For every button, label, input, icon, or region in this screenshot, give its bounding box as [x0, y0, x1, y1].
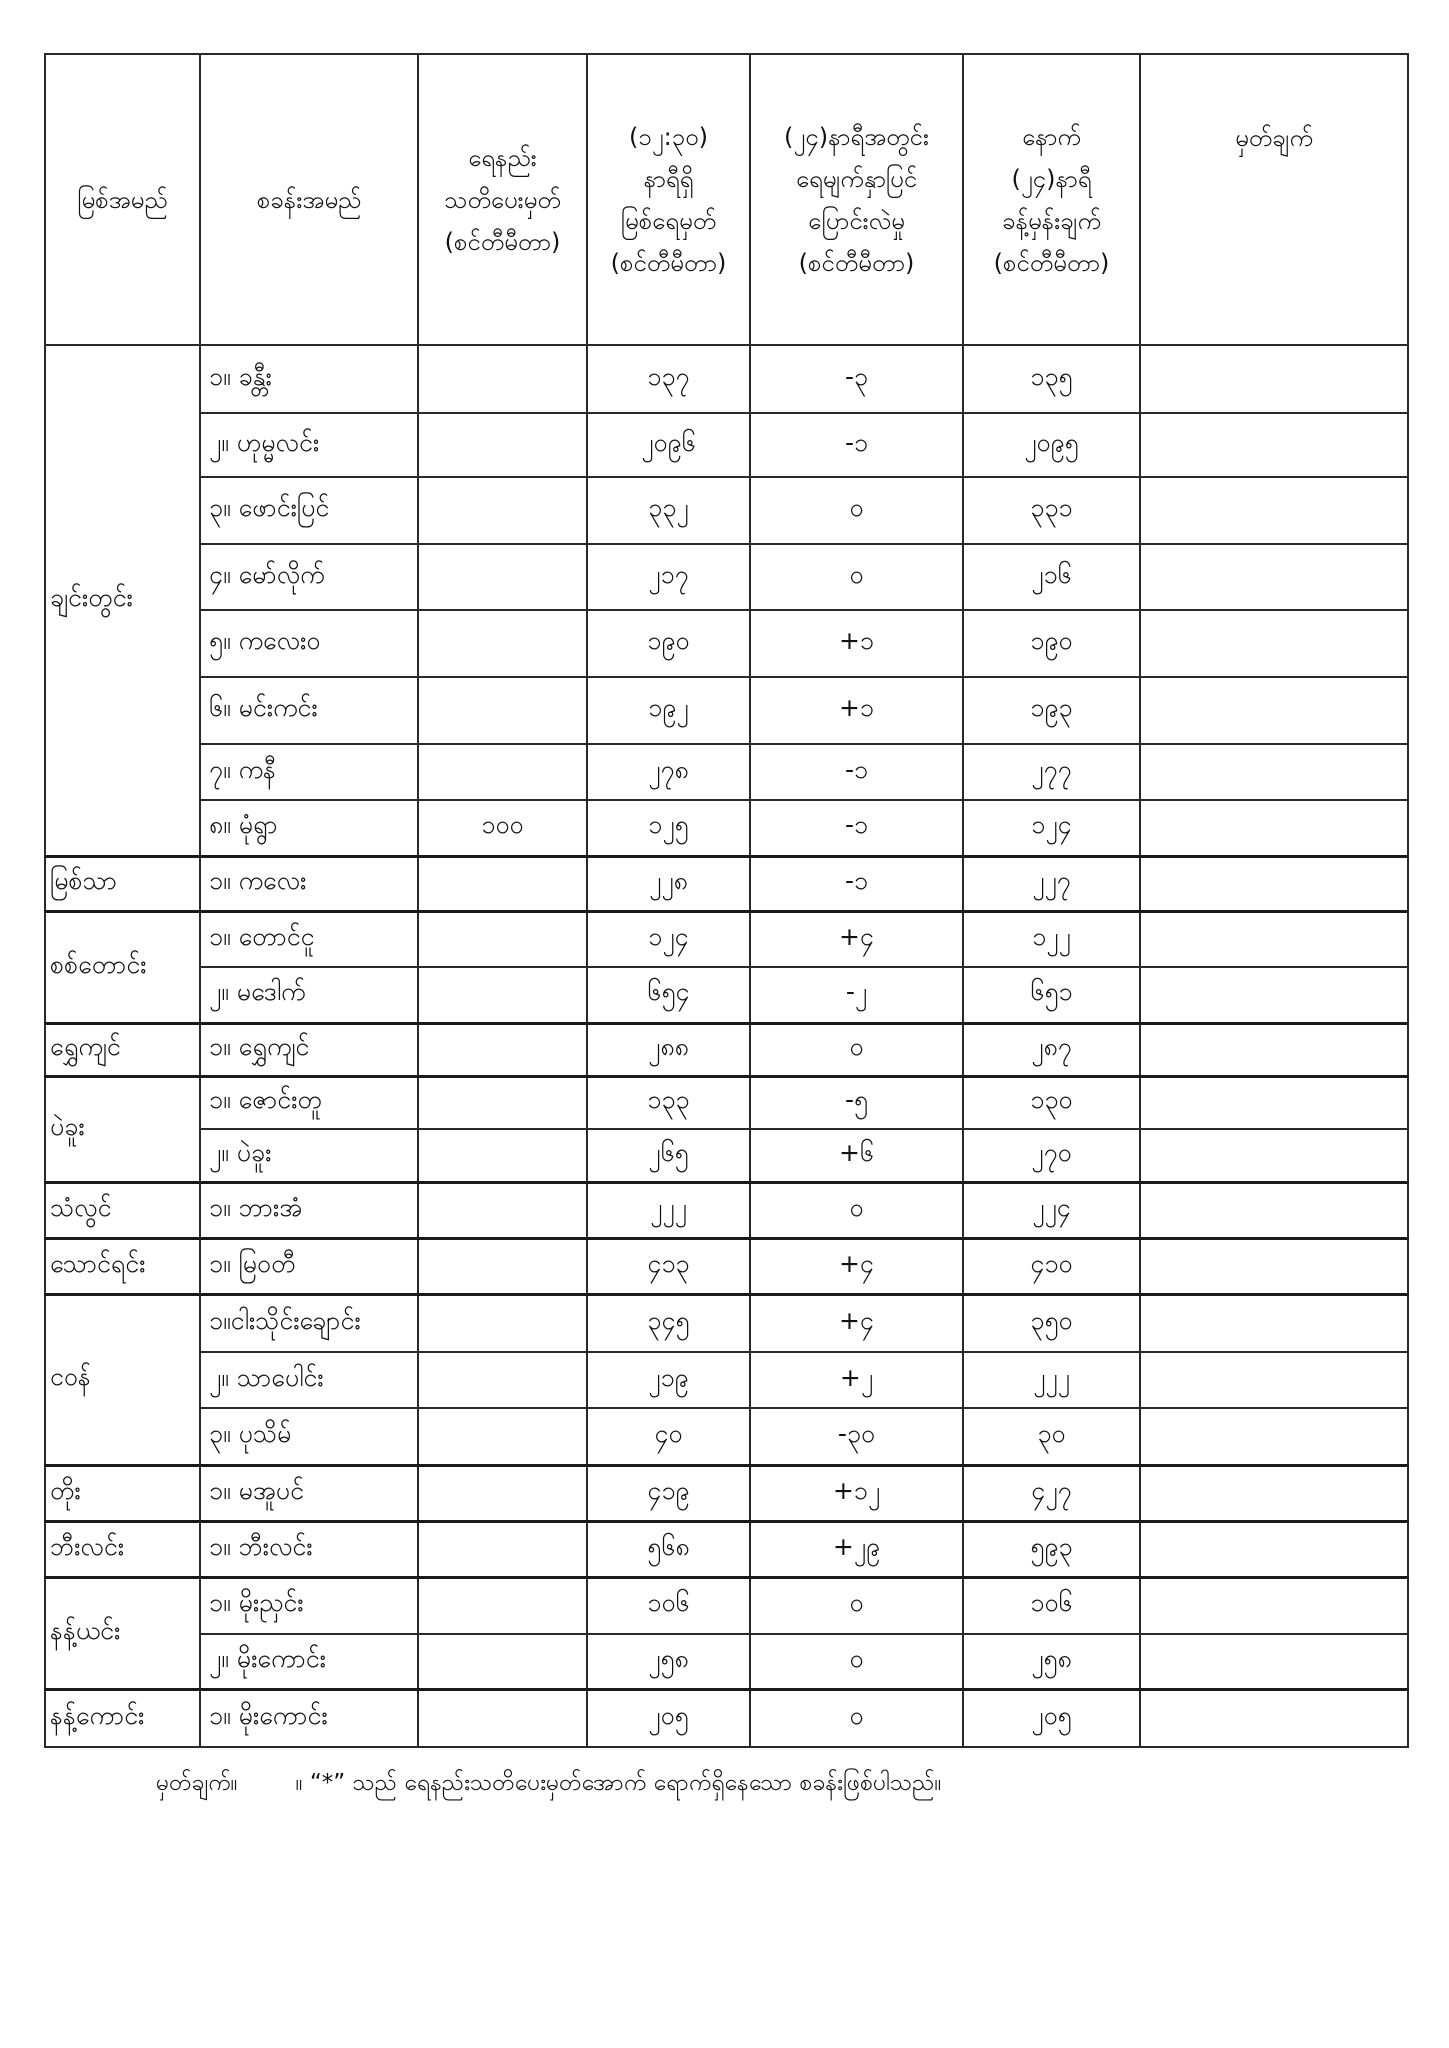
table-row [45, 1634, 1408, 1689]
table-row [45, 1521, 1408, 1577]
footnote-text: ။ “*” သည် ရေနည်းသတိပေးမှတ်အောက် ရောက်ရှိနေသော စခန်းဖြစ်ပါသည်။ [295, 1770, 942, 1796]
water-level-cell: ၁၂၅ [587, 800, 750, 856]
table-row [45, 477, 1408, 544]
forecast-cell: ၂၈၇ [963, 1023, 1140, 1076]
station-name-cell: ၁။ ဘားအံ [200, 1182, 418, 1238]
station-name-cell: ၁။ မြဝတီ [200, 1238, 418, 1294]
table-row [45, 677, 1408, 744]
table-row [45, 544, 1408, 610]
water-level-cell: ၂၈၈ [587, 1023, 750, 1076]
level-change-cell: +၁ [750, 610, 963, 677]
level-change-cell: +၂၉ [750, 1521, 963, 1577]
water-level-cell: ၄၀ [587, 1408, 750, 1465]
station-name-cell: ၁။ ဇောင်းတူ [200, 1076, 418, 1129]
header-row [45, 54, 1408, 345]
table-row [45, 1689, 1408, 1747]
remark-cell [1140, 544, 1408, 610]
remark-cell [1140, 911, 1408, 967]
table-row [45, 967, 1408, 1023]
station-name-cell: ၂။ သာပေါင်း [200, 1352, 418, 1408]
header-station: စခန်းအမည် [200, 54, 418, 345]
alert-level-cell [418, 1408, 587, 1465]
alert-level-cell [418, 1577, 587, 1634]
level-change-cell: ၀ [750, 1634, 963, 1689]
forecast-cell: ၁၂၂ [963, 911, 1140, 967]
level-change-cell: -၁ [750, 856, 963, 911]
river-name-cell: ဘီးလင်း [45, 1521, 200, 1577]
footnote [156, 1768, 941, 1802]
remark-cell [1140, 345, 1408, 413]
remark-cell [1140, 1023, 1408, 1076]
alert-level-cell [418, 1634, 587, 1689]
remark-cell [1140, 856, 1408, 911]
level-change-cell: -၁ [750, 744, 963, 800]
water-level-cell: ၂၁၇ [587, 544, 750, 610]
remark-cell [1140, 610, 1408, 677]
remark-cell [1140, 477, 1408, 544]
water-level-cell: ၂၅၈ [587, 1634, 750, 1689]
forecast-cell: ၂၂၄ [963, 1182, 1140, 1238]
table-row [45, 345, 1408, 413]
alert-level-cell [418, 1182, 587, 1238]
table-row [45, 1182, 1408, 1238]
remark-cell [1140, 1076, 1408, 1129]
header-forecast: နောက် (၂၄)နာရီ ခန့်မှန်းချက် (စင်တီမီတာ) [963, 54, 1140, 345]
station-name-cell: ၁။ မအူပင် [200, 1465, 418, 1521]
station-name-cell: ၁။ မိုးကောင်း [200, 1689, 418, 1747]
station-name-cell: ၂။ မဒေါက် [200, 967, 418, 1023]
river-name-cell: နန့်ယင်း [45, 1577, 200, 1689]
level-change-cell: +၂ [750, 1352, 963, 1408]
level-change-cell: ၀ [750, 477, 963, 544]
forecast-cell: ၄၂၇ [963, 1465, 1140, 1521]
table-row [45, 1023, 1408, 1076]
river-name-cell: ရွှေကျင် [45, 1023, 200, 1076]
alert-level-cell [418, 413, 587, 477]
table-row [45, 911, 1408, 967]
alert-level-cell: ၁၀၀ [418, 800, 587, 856]
forecast-cell: ၃၃၁ [963, 477, 1140, 544]
alert-level-cell [418, 967, 587, 1023]
alert-level-cell [418, 1521, 587, 1577]
alert-level-cell [418, 1238, 587, 1294]
header-24h-change: (၂၄)နာရီအတွင်း ရေမျက်နှာပြင် ပြောင်းလဲမှု (စင်တီမီတာ) [750, 54, 963, 345]
alert-level-cell [418, 677, 587, 744]
level-change-cell: +၁၂ [750, 1465, 963, 1521]
alert-level-cell [418, 1294, 587, 1352]
water-level-cell: ၃၃၂ [587, 477, 750, 544]
water-level-cell: ၁၃၇ [587, 345, 750, 413]
water-level-cell: ၆၅၄ [587, 967, 750, 1023]
water-level-cell: ၂၀၉၆ [587, 413, 750, 477]
water-level-cell: ၄၁၉ [587, 1465, 750, 1521]
alert-level-cell [418, 1689, 587, 1747]
alert-level-cell [418, 856, 587, 911]
level-change-cell: ၀ [750, 1689, 963, 1747]
forecast-cell: ၆၅၁ [963, 967, 1140, 1023]
river-name-cell: မြစ်သာ [45, 856, 200, 911]
forecast-cell: ၁၃၀ [963, 1076, 1140, 1129]
table-body [45, 345, 1408, 1747]
water-level-cell: ၁၉၀ [587, 610, 750, 677]
river-name-cell: သံလွင် [45, 1182, 200, 1238]
remark-cell [1140, 677, 1408, 744]
table-row [45, 1076, 1408, 1129]
remark-cell [1140, 967, 1408, 1023]
alert-level-cell [418, 345, 587, 413]
river-name-cell: သောင်ရင်း [45, 1238, 200, 1294]
table-row [45, 1465, 1408, 1521]
forecast-cell: ၂၅၈ [963, 1634, 1140, 1689]
alert-level-cell [418, 1465, 587, 1521]
forecast-cell: ၅၉၃ [963, 1521, 1140, 1577]
station-name-cell: ၇။ ကနီ [200, 744, 418, 800]
river-gauge-sheet [44, 53, 1407, 1748]
table-row [45, 1352, 1408, 1408]
station-name-cell: ၂။ ဟုမ္မလင်း [200, 413, 418, 477]
forecast-cell: ၁၉၀ [963, 610, 1140, 677]
forecast-cell: ၂၇၇ [963, 744, 1140, 800]
table-row [45, 1577, 1408, 1634]
table-row [45, 1129, 1408, 1182]
water-level-cell: ၄၁၃ [587, 1238, 750, 1294]
header-current-level: (၁၂:၃၀) နာရီရှိ မြစ်ရေမှတ် (စင်တီမီတာ) [587, 54, 750, 345]
station-name-cell: ၁။ ရွှေကျင် [200, 1023, 418, 1076]
level-change-cell: -၁ [750, 800, 963, 856]
station-name-cell: ၁။ တောင်ငူ [200, 911, 418, 967]
river-name-cell: ငဝန် [45, 1294, 200, 1465]
station-name-cell: ၂။ ပဲခူး [200, 1129, 418, 1182]
remark-cell [1140, 1182, 1408, 1238]
level-change-cell: -၃၀ [750, 1408, 963, 1465]
level-change-cell: +၄ [750, 1294, 963, 1352]
level-change-cell: +၁ [750, 677, 963, 744]
alert-level-cell [418, 544, 587, 610]
river-level-table [44, 53, 1409, 1748]
water-level-cell: ၁၉၂ [587, 677, 750, 744]
forecast-cell: ၃၅၀ [963, 1294, 1140, 1352]
table-row [45, 856, 1408, 911]
remark-cell [1140, 1408, 1408, 1465]
level-change-cell: +၄ [750, 911, 963, 967]
station-name-cell: ၁။ ဘီးလင်း [200, 1521, 418, 1577]
alert-level-cell [418, 1023, 587, 1076]
water-level-cell: ၃၄၅ [587, 1294, 750, 1352]
forecast-cell: ၂၂၂ [963, 1352, 1140, 1408]
level-change-cell: -၃ [750, 345, 963, 413]
alert-level-cell [418, 911, 587, 967]
level-change-cell: -၁ [750, 413, 963, 477]
remark-cell [1140, 744, 1408, 800]
forecast-cell: ၁၃၅ [963, 345, 1140, 413]
remark-cell [1140, 1465, 1408, 1521]
station-name-cell: ၁။ငါးသိုင်းချောင်း [200, 1294, 418, 1352]
water-level-cell: ၂၂၈ [587, 856, 750, 911]
station-name-cell: ၁။ ကလေး [200, 856, 418, 911]
station-name-cell: ၄။ မော်လိုက် [200, 544, 418, 610]
forecast-cell: ၂၁၆ [963, 544, 1140, 610]
station-name-cell: ၅။ ကလေးဝ [200, 610, 418, 677]
remark-cell [1140, 1689, 1408, 1747]
remark-cell [1140, 1634, 1408, 1689]
level-change-cell: ၀ [750, 1023, 963, 1076]
level-change-cell: +၄ [750, 1238, 963, 1294]
river-name-cell: နန့်ကောင်း [45, 1689, 200, 1747]
forecast-cell: ၁၀၆ [963, 1577, 1140, 1634]
header-remarks: မှတ်ချက် [1140, 54, 1408, 345]
alert-level-cell [418, 1352, 587, 1408]
alert-level-cell [418, 1129, 587, 1182]
water-level-cell: ၂၀၅ [587, 1689, 750, 1747]
water-level-cell: ၁၂၄ [587, 911, 750, 967]
station-name-cell: ၆။ မင်းကင်း [200, 677, 418, 744]
remark-cell [1140, 1521, 1408, 1577]
level-change-cell: ၀ [750, 544, 963, 610]
water-level-cell: ၂၇၈ [587, 744, 750, 800]
water-level-cell: ၂၂၂ [587, 1182, 750, 1238]
remark-cell [1140, 800, 1408, 856]
alert-level-cell [418, 744, 587, 800]
river-name-cell: တိုး [45, 1465, 200, 1521]
alert-level-cell [418, 610, 587, 677]
water-level-cell: ၁၃၃ [587, 1076, 750, 1129]
alert-level-cell [418, 477, 587, 544]
water-level-cell: ၁၀၆ [587, 1577, 750, 1634]
forecast-cell: ၁၂၄ [963, 800, 1140, 856]
remark-cell [1140, 1129, 1408, 1182]
forecast-cell: ၄၁၀ [963, 1238, 1140, 1294]
remark-cell [1140, 1294, 1408, 1352]
remark-cell [1140, 1238, 1408, 1294]
water-level-cell: ၂၆၅ [587, 1129, 750, 1182]
forecast-cell: ၁၉၃ [963, 677, 1140, 744]
river-name-cell: စစ်တောင်း [45, 911, 200, 1023]
remark-cell [1140, 1577, 1408, 1634]
table-row [45, 610, 1408, 677]
water-level-cell: ၅၆၈ [587, 1521, 750, 1577]
level-change-cell: ၀ [750, 1577, 963, 1634]
forecast-cell: ၃၀ [963, 1408, 1140, 1465]
forecast-cell: ၂၂၇ [963, 856, 1140, 911]
table-row [45, 413, 1408, 477]
station-name-cell: ၁။ ခန္တီး [200, 345, 418, 413]
water-level-cell: ၂၁၉ [587, 1352, 750, 1408]
remark-cell [1140, 1352, 1408, 1408]
alert-level-cell [418, 1076, 587, 1129]
header-river: မြစ်အမည် [45, 54, 200, 345]
station-name-cell: ၈။ မုံရွာ [200, 800, 418, 856]
level-change-cell: -၅ [750, 1076, 963, 1129]
station-name-cell: ၃။ ဖောင်းပြင် [200, 477, 418, 544]
level-change-cell: +၆ [750, 1129, 963, 1182]
table-row [45, 744, 1408, 800]
forecast-cell: ၂၀၉၅ [963, 413, 1140, 477]
forecast-cell: ၂၀၅ [963, 1689, 1140, 1747]
table-row [45, 1238, 1408, 1294]
header-alert-level: ရေနည်း သတိပေးမှတ် (စင်တီမီတာ) [418, 54, 587, 345]
station-name-cell: ၂။ မိုးကောင်း [200, 1634, 418, 1689]
station-name-cell: ၁။ မိုးညှင်း [200, 1577, 418, 1634]
level-change-cell: ၀ [750, 1182, 963, 1238]
station-name-cell: ၃။ ပုသိမ် [200, 1408, 418, 1465]
footnote-label: မှတ်ချက်။ [156, 1770, 238, 1796]
table-row [45, 800, 1408, 856]
remark-cell [1140, 413, 1408, 477]
river-name-cell: ပဲခူး [45, 1076, 200, 1182]
river-name-cell: ချင်းတွင်း [45, 345, 200, 856]
table-row [45, 1408, 1408, 1465]
table-row [45, 1294, 1408, 1352]
level-change-cell: -၂ [750, 967, 963, 1023]
forecast-cell: ၂၇၀ [963, 1129, 1140, 1182]
